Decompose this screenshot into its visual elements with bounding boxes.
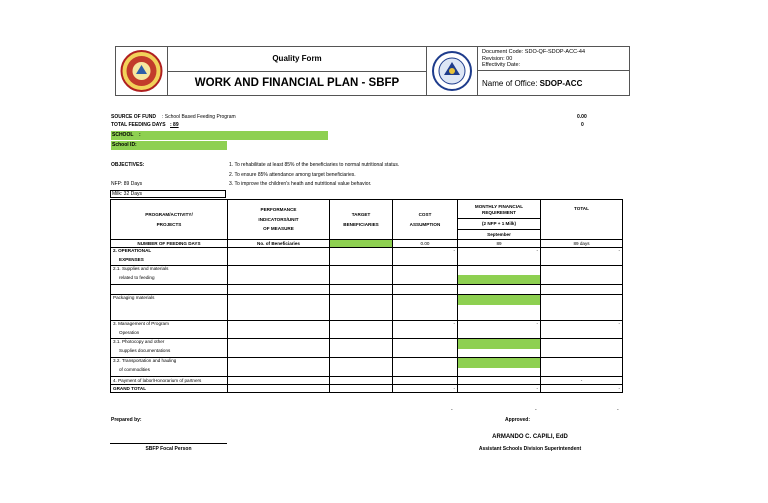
supplies-label: 2.1. Supplies and materials related to feeding	[111, 266, 228, 285]
transport-label: 3.2. Transportation and hauling of commodities	[111, 358, 228, 377]
table-row	[111, 266, 623, 285]
form-title: WORK AND FINANCIAL PLAN - SBFP	[194, 77, 400, 89]
objectives-label: OBJECTIVES:	[111, 162, 145, 168]
document-info-cell	[478, 47, 629, 95]
operational-expenses-label: 2. OPERATIONAL EXPENSES	[111, 248, 228, 266]
packaging-label: Packaging materials	[111, 295, 228, 321]
division-logo-icon	[116, 47, 167, 95]
document-control-block	[478, 47, 629, 71]
col-monthly-header: MONTHLY FINANCIAL REQUIREMENT (2 NFP + 1 Milk) September	[458, 200, 541, 240]
table-header-row	[111, 200, 623, 240]
revision: Revision: 00	[482, 55, 513, 62]
approver-name: ARMANDO C. CAPILI, EdD	[492, 434, 568, 440]
school-colon: :	[139, 132, 141, 138]
col-performance-header: PERFORMANCE INDICATORS/UNIT OF MEASURE	[228, 200, 330, 240]
feeding-days-perf: No. of Beneficiaries	[228, 240, 330, 248]
document-code: Document Code: SDO-QF-SDOP-ACC-44	[482, 49, 585, 55]
milk-days: Milk: 32 Days	[110, 190, 226, 198]
focal-person-label: SBFP Focal Person	[145, 446, 192, 452]
school-id-label: School ID:	[112, 142, 137, 148]
school-id-field[interactable]	[111, 141, 227, 150]
prepared-by-label: Prepared by:	[111, 417, 142, 423]
division-logo-cell	[116, 47, 168, 95]
transport-amount-input[interactable]	[458, 358, 540, 368]
grand-total-label: GRAND TOTAL	[111, 385, 228, 393]
below-dash: -	[451, 407, 453, 413]
source-amount: 0.00	[577, 114, 587, 120]
col-program-header: PROGRAM/ACTIVITY/ PROJECTS	[111, 200, 228, 240]
table-row: 3. Management of Program Operation - - -	[111, 321, 623, 339]
school-label: SCHOOL	[112, 132, 134, 138]
approved-label: Approved:	[505, 417, 530, 423]
deped-seal-cell	[427, 47, 478, 95]
school-field[interactable]	[111, 131, 328, 140]
photocopy-label: 3.1. Photocopy and other Supplies documentations	[111, 339, 228, 358]
objective-item: 1. To rehabilitate at least 85% of the beneficiaries to normal nutritional status.	[229, 162, 400, 168]
feeding-days-row	[111, 240, 623, 248]
objective-item: 3. To improve the children's heath and nutritional value behavior.	[229, 181, 372, 187]
col-cost-header: COST ASSUMPTION	[393, 200, 458, 240]
title-cell	[168, 47, 427, 95]
feeding-days-cost: 0.00	[393, 240, 458, 248]
target-beneficiaries-input[interactable]	[330, 240, 393, 248]
labor-label: 4. Payment of labor/Honorarium of partners	[111, 377, 228, 385]
below-dash: -	[617, 407, 619, 413]
table-row	[111, 339, 623, 358]
work-financial-plan-table	[110, 199, 623, 393]
effectivity-date: Effectivity Date:	[482, 62, 521, 68]
table-row: 4. Payment of labor/Honorarium of partners -	[111, 377, 623, 385]
document-header	[115, 46, 630, 96]
grand-total-row: GRAND TOTAL - - -	[111, 385, 623, 393]
col-total-header: TOTAL	[541, 200, 623, 240]
below-dash: -	[535, 407, 537, 413]
nfp-days: NFP: 89 Days	[111, 181, 143, 187]
packaging-amount-input[interactable]	[458, 295, 540, 305]
office-name	[478, 72, 629, 95]
total-feeding-days-value: : 89	[170, 122, 179, 128]
quality-form-label: Quality Form	[168, 47, 426, 72]
feeding-days-total: 89 days	[541, 240, 623, 248]
feeding-days-monthly: 89	[458, 240, 541, 248]
source-of-fund-value: : School Based Feeding Program	[162, 114, 236, 120]
office-label: Name of Office:	[482, 79, 538, 88]
management-label: 3. Management of Program Operation	[111, 321, 228, 339]
photocopy-amount-input[interactable]	[458, 339, 540, 349]
table-row: 2. OPERATIONAL EXPENSES - - -	[111, 248, 623, 266]
signature-line	[110, 443, 227, 444]
col-target-header: TARGET BENEFICIARIES	[330, 200, 393, 240]
office-value: SDOP-ACC	[539, 79, 583, 88]
supplies-amount-input[interactable]	[458, 275, 540, 284]
table-row	[111, 285, 623, 295]
approver-position: Assistant Schools Division Superintendent	[478, 446, 582, 452]
feeding-days-label: NUMBER OF FEEDING DAYS	[111, 240, 228, 248]
table-row	[111, 295, 623, 321]
table-row	[111, 358, 623, 377]
days-amount: 0	[581, 122, 584, 128]
source-of-fund-label: SOURCE OF FUND	[111, 114, 156, 120]
objective-item: 2. To ensure 85% attendance among target beneficiaries.	[229, 172, 356, 178]
deped-seal-icon	[427, 47, 477, 95]
total-feeding-days-label: TOTAL FEEDING DAYS	[111, 122, 166, 128]
